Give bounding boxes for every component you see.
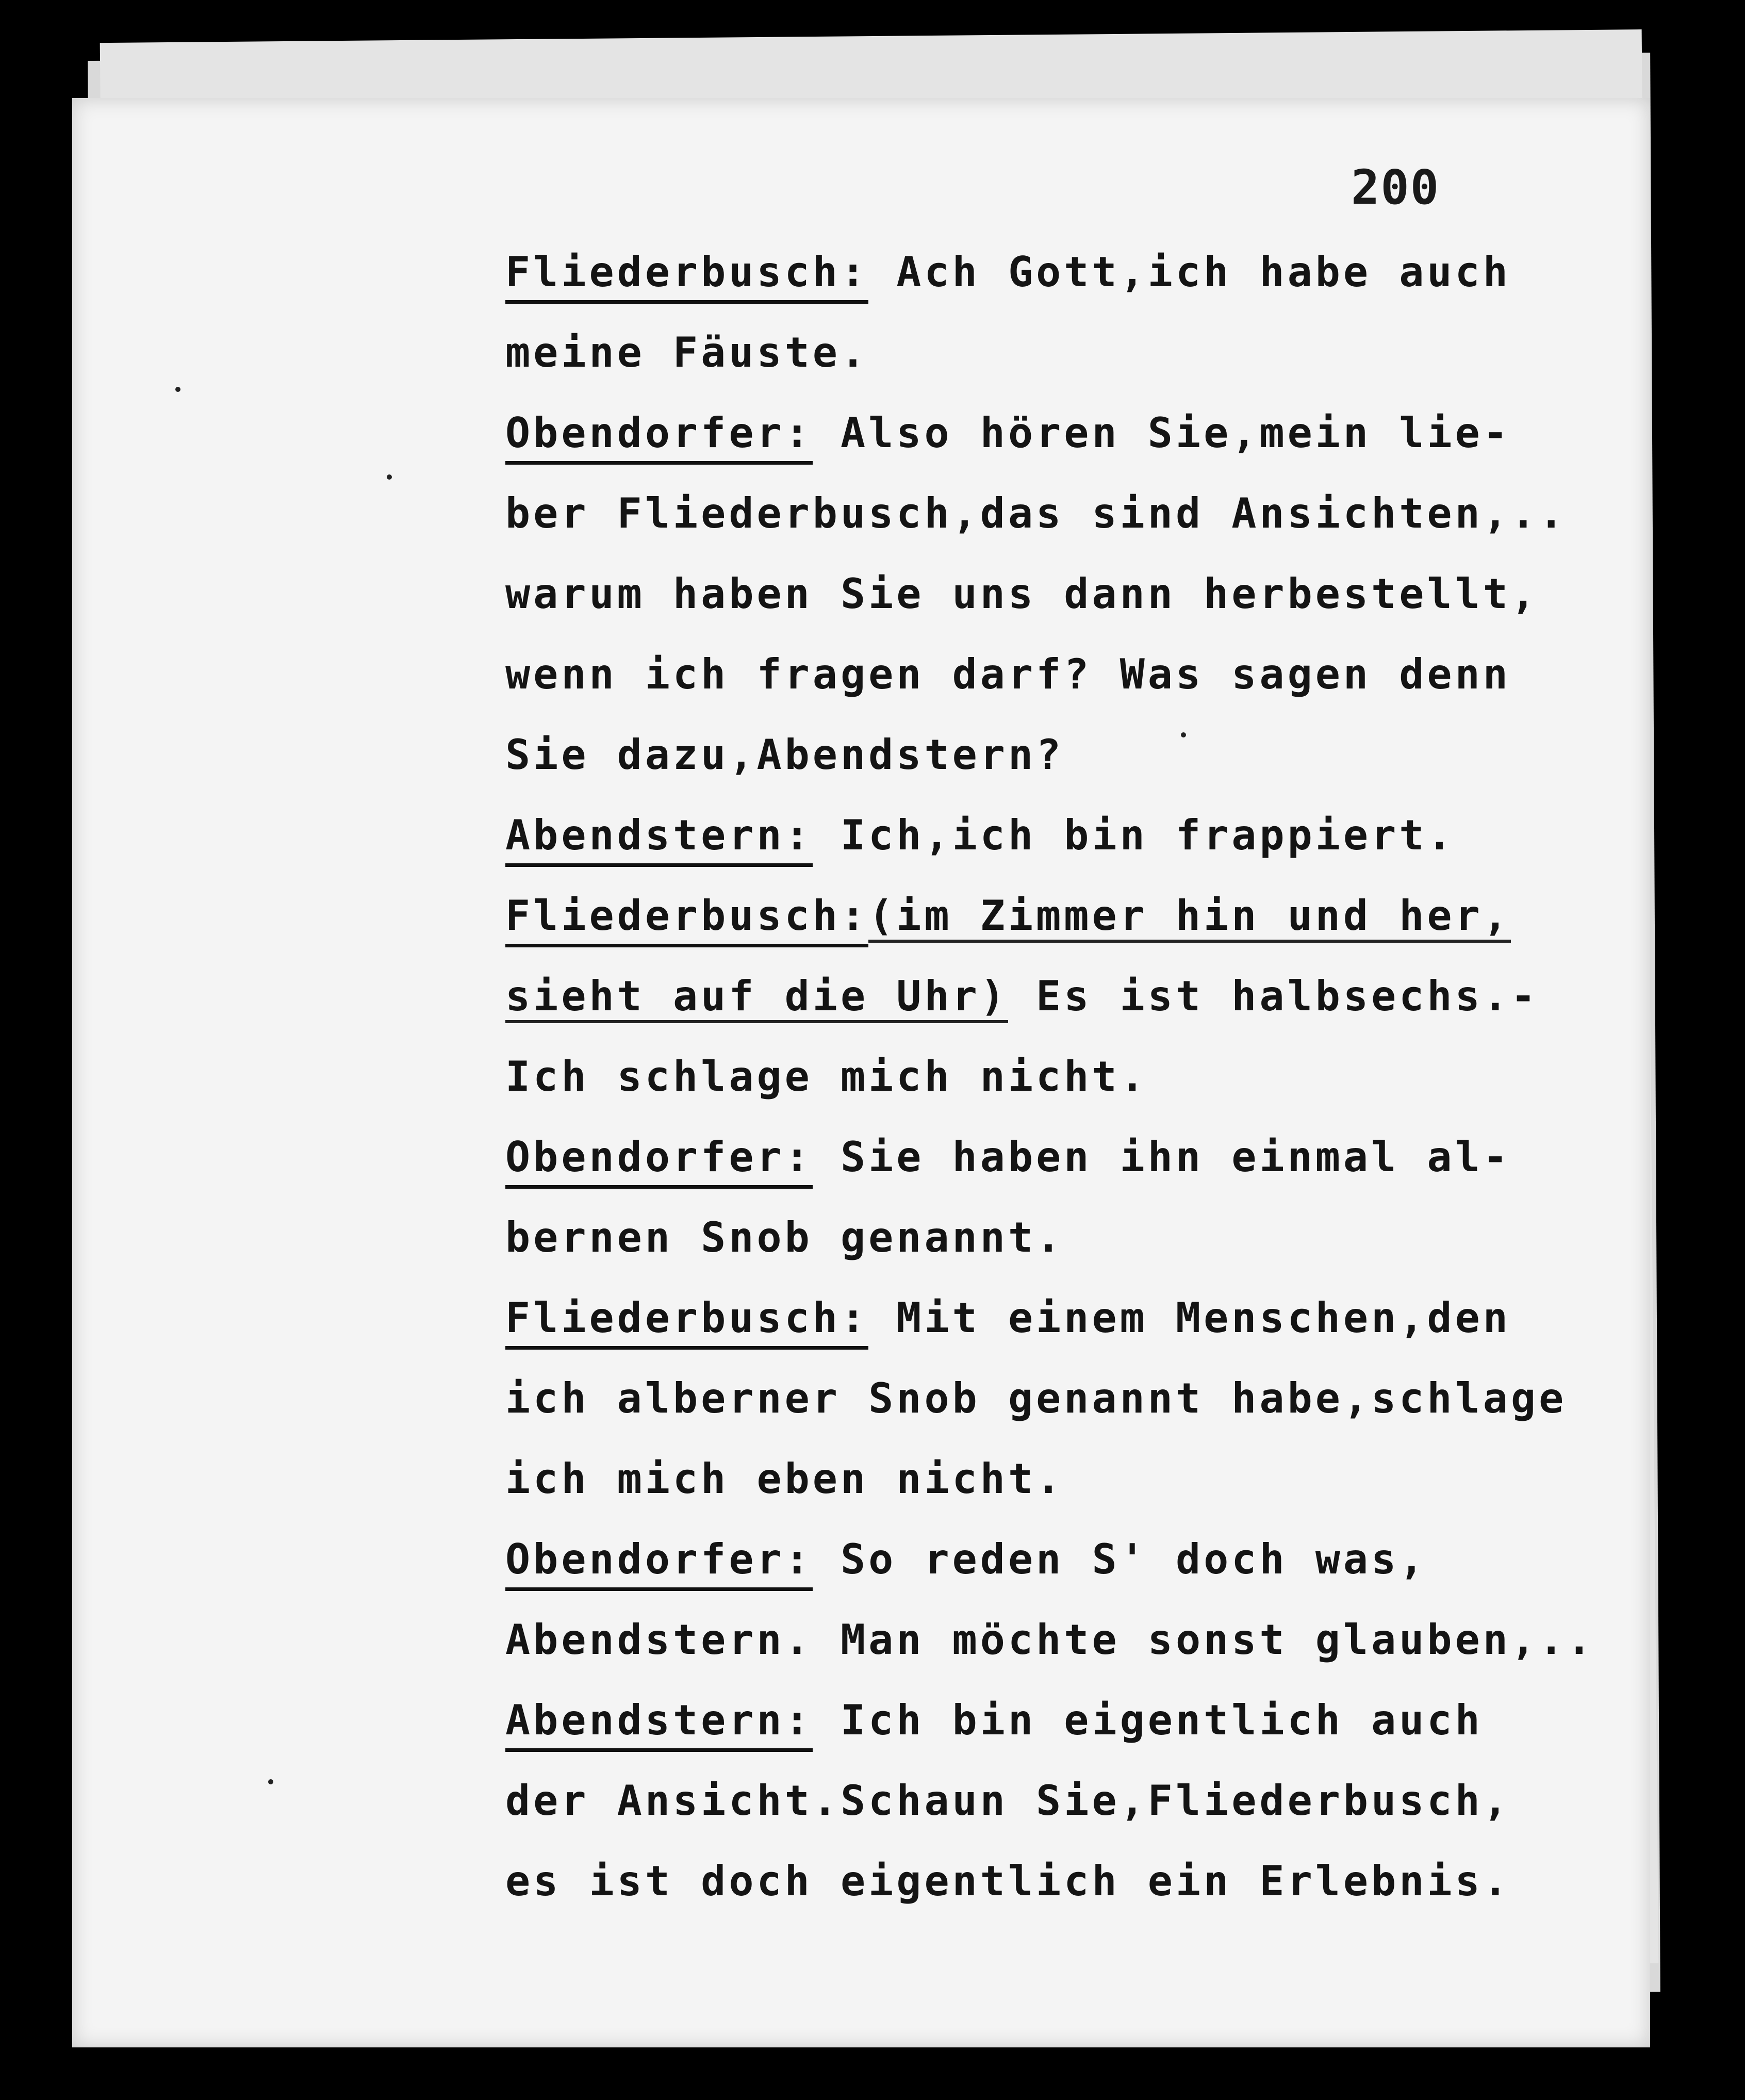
text-line	[505, 634, 1588, 715]
speaker-name: Fliederbusch:	[505, 891, 868, 947]
line-text: Also hören Sie,mein lie-	[812, 409, 1511, 457]
line-text: ich mich eben nicht.	[505, 1455, 1064, 1503]
line-text: Ach Gott,ich habe auch	[868, 248, 1511, 296]
paper-speck	[268, 1779, 273, 1784]
dialogue-text	[505, 232, 1595, 1922]
text-line	[505, 1197, 1588, 1278]
text-line	[505, 1841, 1588, 1922]
text-line	[505, 715, 1588, 795]
speaker-name: Obendorfer:	[505, 1535, 813, 1591]
page-number: 200	[1351, 160, 1440, 215]
line-text: Abendstern. Man möchte sonst glauben,..	[505, 1616, 1595, 1664]
text-line	[505, 554, 1588, 634]
text-line	[505, 956, 1588, 1037]
text-line	[505, 1278, 1588, 1358]
text-line	[505, 1519, 1588, 1600]
speaker-name: Fliederbusch:	[505, 248, 868, 304]
paper-speck	[175, 387, 180, 392]
text-line	[505, 1761, 1588, 1841]
line-text: meine Fäuste.	[505, 329, 869, 376]
line-text: der Ansicht.Schaun Sie,Fliederbusch,	[505, 1777, 1511, 1825]
line-text: Ich bin eigentlich auch	[812, 1696, 1483, 1744]
stage-direction: (im Zimmer hin und her,	[868, 892, 1511, 943]
speaker-name: Abendstern:	[505, 1696, 813, 1752]
stage-direction: sieht auf die Uhr)	[505, 972, 1008, 1023]
speaker-name: Abendstern:	[505, 811, 813, 867]
line-text: Sie dazu,Abendstern?	[505, 731, 1064, 779]
line-text: Ich,ich bin frappiert.	[812, 811, 1455, 859]
speaker-name: Fliederbusch:	[505, 1293, 868, 1350]
text-line	[505, 1439, 1588, 1519]
text-line	[505, 876, 1588, 956]
line-text: Es ist halbsechs.-	[1008, 972, 1539, 1020]
line-text: Ich schlage mich nicht.	[505, 1053, 1148, 1101]
text-line	[505, 795, 1588, 876]
text-line	[505, 313, 1588, 393]
line-text: So reden S' doch was,	[812, 1535, 1427, 1583]
text-line	[505, 473, 1588, 554]
typescript-page	[72, 98, 1650, 2047]
text-line	[505, 1037, 1588, 1117]
text-line	[505, 1680, 1588, 1761]
speaker-name: Obendorfer:	[505, 1133, 813, 1189]
line-text: ich alberner Snob genannt habe,schlage	[505, 1374, 1567, 1422]
text-line	[505, 1358, 1588, 1439]
text-line	[505, 232, 1588, 313]
line-text: bernen Snob genannt.	[505, 1213, 1064, 1261]
line-text: ber Fliederbusch,das sind Ansichten,..	[505, 489, 1567, 537]
line-text: es ist doch eigentlich ein Erlebnis.	[505, 1857, 1511, 1905]
text-line	[505, 1600, 1595, 1680]
text-line	[505, 1117, 1588, 1197]
line-text: warum haben Sie uns dann herbestellt,	[505, 570, 1539, 618]
line-text: wenn ich fragen darf? Was sagen denn	[505, 650, 1511, 698]
paper-speck	[387, 474, 392, 480]
text-line	[505, 393, 1588, 473]
line-text: Sie haben ihn einmal al-	[812, 1133, 1511, 1181]
paper-speck	[1181, 732, 1186, 737]
line-text: Mit einem Menschen,den	[868, 1294, 1511, 1342]
speaker-name: Obendorfer:	[505, 408, 813, 465]
